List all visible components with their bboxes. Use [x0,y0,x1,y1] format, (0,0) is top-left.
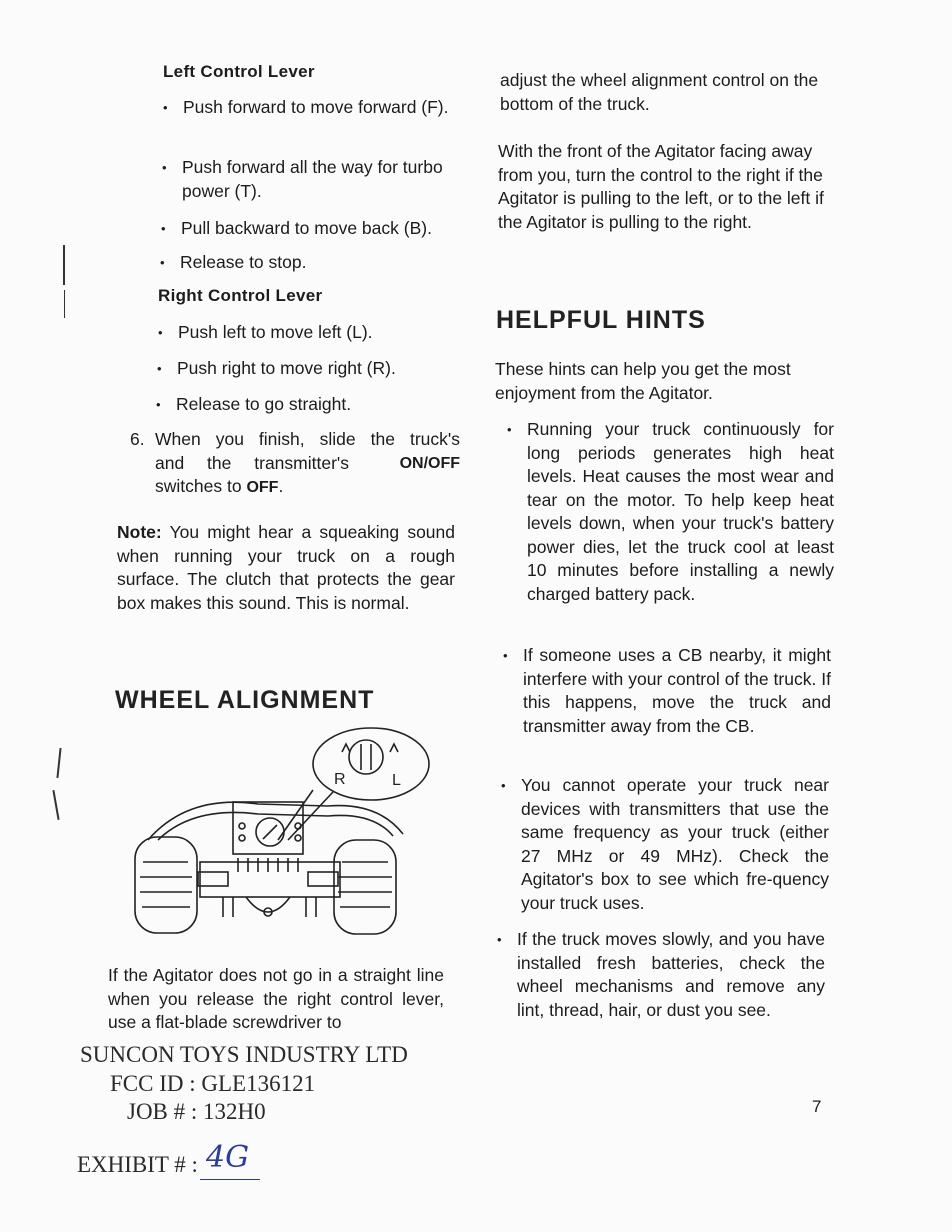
off-label: OFF [246,479,279,496]
dial-icon [349,740,383,774]
left-wheel [135,837,197,933]
stamp-job-number: JOB # : 132H0 [127,1099,266,1124]
left-lever-bullet [163,96,466,120]
hint-text: If someone uses a CB nearby, it might interfere with your control of the truck. If this happens, move the truck and transmitter away from the CB. [523,645,831,736]
right-wheel [334,840,396,934]
page-number: 7 [812,1097,822,1116]
dial-label-r: R [334,771,346,788]
step6-period: . [278,476,284,496]
helpful-hints-title: HELPFUL HINTS [496,306,706,334]
note-label: Note: [117,522,162,542]
stamp-company: SUNCON TOYS INDUSTRY LTD [80,1042,408,1067]
step6-number: 6. [130,429,145,449]
hint-item [507,418,834,606]
scan-mark-2 [64,290,65,318]
wheel-alignment-caption: If the Agitator does not go in a straight line when you release the right control lever, use a flat-blade screwdriver to [108,965,444,1032]
right-lever-bullet [158,321,468,345]
right-lever-bullet [157,357,467,381]
bullet-dot: • [162,160,167,175]
left-lever-bullet [162,156,466,203]
step6-line1: When you finish, slide the truck's [155,429,460,449]
alignment-continuation: adjust the wheel alignment control on the bottom of the truck. [500,70,819,114]
wheel-alignment-title: WHEEL ALIGNMENT [115,686,375,714]
note-paragraph [117,521,455,615]
scan-mark-1 [63,245,65,285]
skid-plate [246,897,290,912]
hint-item [503,644,831,738]
bullet-text: Release to stop. [180,252,307,272]
bullet-text: Pull backward to move back (B). [181,218,432,238]
exhibit-number-handwritten: 4G [206,1140,250,1175]
hint-text: If the truck moves slowly, and you have installed fresh batteries, check the wheel mechanisms and remove any lint, thread, hair, or dust you see. [517,929,825,1020]
chassis-plate [200,862,340,897]
scan-mark-3 [56,748,61,778]
hint-item [501,774,829,915]
bullet-dot: • [501,778,506,793]
bullet-text: Push right to move right (R). [177,358,396,378]
dial-label-l: L [392,772,401,789]
note-text: You might hear a squeaking sound when running your truck on a rough surface. The clutch that protects the gear box makes this sound. This is normal. [117,522,455,613]
step6-text [155,428,460,500]
step6-line2-text: and the transmitter's [155,452,349,473]
bullet-text: Push left to move left (L). [178,322,373,342]
stamp-exhibit-label: EXHIBIT # : [77,1152,198,1177]
hints-intro: These hints can help you get the most enjoyment from the Agitator. [495,359,791,403]
left-lever-bullet [160,251,470,275]
step6-line3 [155,475,460,500]
stamp-fcc-id: FCC ID : GLE136121 [110,1071,316,1096]
arrow-right-icon [390,744,398,752]
bullet-dot: • [161,221,166,236]
truck-diagram [128,722,438,942]
left-lever-heading: Left Control Lever [163,62,315,81]
bullet-dot: • [157,361,162,376]
bullet-dot: • [497,932,502,947]
alignment-instruction: With the front of the Agitator facing away from you, turn the control to the right if the Agitator is pulling to the left, or to the left if the Agitator is pulling to the right. [498,141,824,232]
bullet-dot: • [158,325,163,340]
arrow-left-icon [342,744,350,752]
on-off-label: ON/OFF [399,454,460,472]
bullet-dot: • [503,648,508,663]
exhibit-underline [200,1179,260,1180]
right-lever-heading: Right Control Lever [158,286,323,305]
hint-text: Running your truck continuously for long periods generates high heat levels. Heat causes the most wear and tear on the motor. To help keep heat levels down, when your truck's battery power dies, let the truck cool at least 10 minutes before installing a newly charged battery pack. [527,419,834,604]
left-lever-bullet [161,217,471,241]
step6-line3-text: switches to [155,476,242,496]
bullet-dot: • [160,255,165,270]
bullet-dot: • [156,397,161,412]
hint-text: You cannot operate your truck near devices with transmitters that use the same frequency as your truck (either 27 MHz or 49 MHz). Check the Agitator's box to see which fre-quency your truck uses. [521,775,829,913]
bullet-dot: • [507,422,512,437]
right-lever-bullet [156,393,466,417]
hint-item [497,928,825,1022]
bullet-text: Release to go straight. [176,394,352,414]
scan-mark-4 [52,790,59,820]
bullet-dot: • [163,100,168,115]
step6-line2 [155,452,460,476]
bullet-text: Push forward to move forward (F). [183,97,449,117]
bullet-text: Push forward all the way for turbo power (T). [182,157,443,201]
